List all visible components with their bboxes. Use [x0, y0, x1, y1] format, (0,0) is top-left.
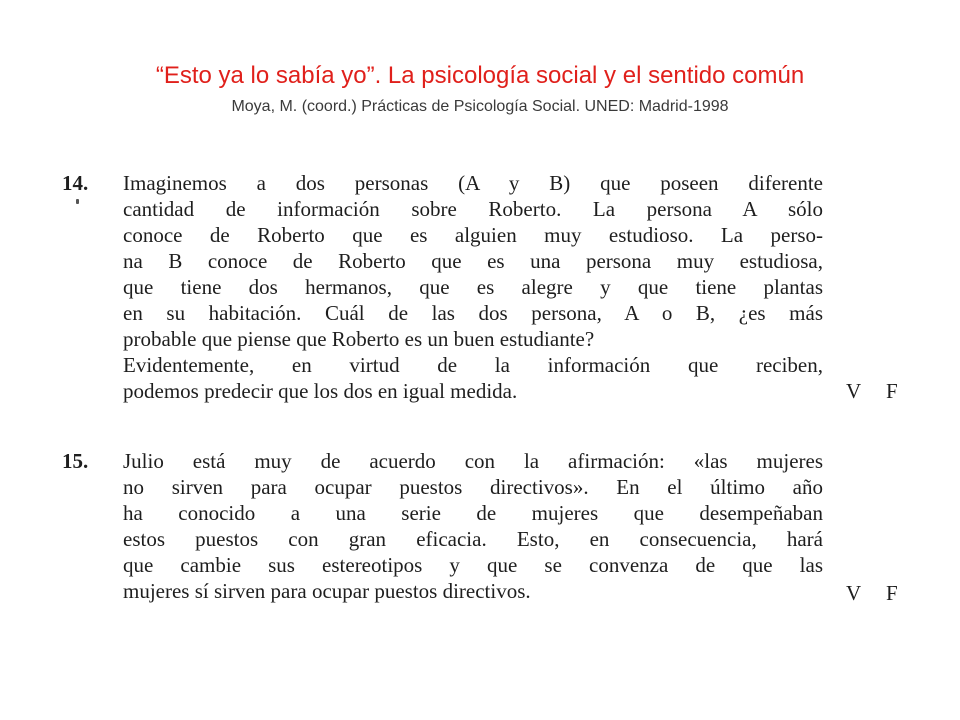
- question-line: Imaginemos a dos personas (A y B) que poseen diferente: [123, 171, 823, 195]
- question-line: que cambie sus estereotipos y que se convenza de que las: [123, 553, 823, 577]
- question-number: 14.: [62, 171, 89, 195]
- true-option: V: [846, 581, 862, 605]
- question-line: en su habitación. Cuál de las dos persona, A o B, ¿es más: [123, 301, 823, 325]
- question-line: estos puestos con gran eficacia. Esto, en consecuencia, hará: [123, 527, 823, 551]
- question-line: podemos predecir que los dos en igual medida.: [123, 379, 518, 403]
- question-line: que tiene dos hermanos, que es alegre y que tiene plantas: [123, 275, 823, 299]
- false-option: F: [886, 379, 898, 403]
- question-line: cantidad de información sobre Roberto. La persona A sólo: [123, 197, 823, 221]
- question-line: mujeres sí sirven para ocupar puestos directivos.: [123, 579, 531, 603]
- scanned-excerpt: [60, 170, 920, 620]
- question-text: [123, 170, 823, 404]
- question-line: Evidentemente, en virtud de la información que reciben,: [123, 353, 823, 377]
- question-line: na B conoce de Roberto que es una persona muy estudiosa,: [123, 249, 823, 273]
- true-false-options: [846, 378, 926, 404]
- scan-speck: [76, 199, 79, 204]
- question-line: no sirven para ocupar puestos directivos». En el último año: [123, 475, 823, 499]
- question-line: Julio está muy de acuerdo con la afirmación: «las mujeres: [123, 449, 823, 473]
- false-option: F: [886, 581, 898, 605]
- question-line: ha conocido a una serie de mujeres que desempeñaban: [123, 501, 823, 525]
- true-false-options: [846, 580, 926, 606]
- true-option: V: [846, 379, 862, 403]
- question-line: probable que piense que Roberto es un buen estudiante?: [123, 327, 595, 351]
- question-line: conoce de Roberto que es alguien muy estudioso. La perso-: [123, 223, 823, 247]
- question-text: [123, 448, 823, 604]
- slide-subtitle: Moya, M. (coord.) Prácticas de Psicología Social. UNED: Madrid-1998: [231, 98, 729, 115]
- slide-title: “Esto ya lo sabía yo”. La psicología social y el sentido común: [155, 62, 805, 89]
- question-number: 15.: [62, 449, 89, 473]
